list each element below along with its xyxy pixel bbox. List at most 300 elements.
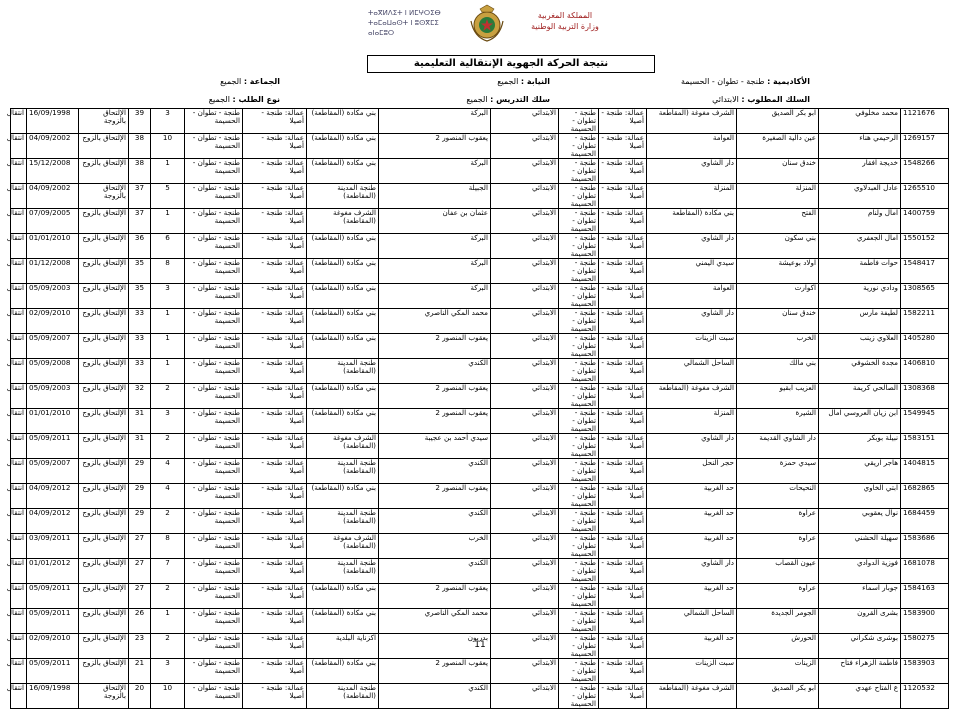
cell-origin-academy: طنجة - تطوان - الحسيمة — [559, 234, 599, 259]
tifinagh-line: ⵜⴰⵎⴰⵡⴰⵙⵜ ⵏ ⵓⵙⴳⵎⵉ — [368, 19, 439, 27]
cell-name: امال الجعفري — [819, 234, 901, 259]
cell-new-academy: طنجة - تطوان - الحسيمة — [185, 234, 243, 259]
cell-id: 1583903 — [901, 659, 949, 684]
cell-order: 1 — [151, 209, 185, 234]
cell-date: 05/09/2011 — [27, 584, 79, 609]
cell-origin-academy: طنجة - تطوان - الحسيمة — [559, 109, 599, 134]
cell-name: حوات فاطمة — [819, 259, 901, 284]
cell-score: 36 — [129, 234, 151, 259]
cell-date: 04/09/2012 — [27, 484, 79, 509]
cell-origin-school: الزينات — [737, 659, 819, 684]
table-row — [11, 584, 949, 609]
cell-score: 23 — [129, 634, 151, 659]
cell-origin-school: عراوة — [737, 509, 819, 534]
cell-origin-province: عمالة: طنجة - أصيلا — [599, 109, 647, 134]
cell-origin-province: عمالة: طنجة - أصيلا — [599, 284, 647, 309]
academy-value: طنجة - تطوان - الحسيمة — [681, 77, 765, 86]
table-row — [11, 559, 949, 584]
cell-new-academy: طنجة - تطوان - الحسيمة — [185, 259, 243, 284]
cell-score: 27 — [129, 559, 151, 584]
cell-origin-academy: طنجة - تطوان - الحسيمة — [559, 534, 599, 559]
cell-origin-commune: دار الشاوي — [647, 234, 737, 259]
table-row — [11, 409, 949, 434]
cell-new-school: يعقوب المنصور 2 — [379, 484, 491, 509]
cell-id: 1120532 — [901, 684, 949, 709]
cell-score: 26 — [129, 609, 151, 634]
table-row — [11, 284, 949, 309]
cell-new-commune: بني مكادة (المقاطعة) — [307, 409, 379, 434]
cell-new-province: عمالة: طنجة - أصيلا — [243, 209, 307, 234]
cell-new-academy: طنجة - تطوان - الحسيمة — [185, 359, 243, 384]
cell-type: انتقال — [11, 434, 27, 459]
cell-id: 1681078 — [901, 559, 949, 584]
cell-origin-academy: طنجة - تطوان - الحسيمة — [559, 484, 599, 509]
cell-reason: الإلتحاق بالزوج — [79, 234, 129, 259]
cell-cycle: الابتدائي — [491, 384, 559, 409]
cell-date: 15/12/2008 — [27, 159, 79, 184]
cell-origin-commune: العوامة — [647, 284, 737, 309]
province-label: النيابة : — [520, 77, 550, 86]
cell-name: لطيفة مارس — [819, 309, 901, 334]
cell-origin-school: عراوة — [737, 534, 819, 559]
cell-name: خديجة افقار — [819, 159, 901, 184]
cell-new-province: عمالة: طنجة - أصيلا — [243, 609, 307, 634]
cell-id: 1684459 — [901, 509, 949, 534]
cell-new-province: عمالة: طنجة - أصيلا — [243, 534, 307, 559]
cell-order: 3 — [151, 659, 185, 684]
table-row — [11, 159, 949, 184]
cell-new-academy: طنجة - تطوان - الحسيمة — [185, 659, 243, 684]
cell-new-school: محمد المكي الناصري — [379, 609, 491, 634]
cell-origin-province: عمالة: طنجة - أصيلا — [599, 259, 647, 284]
cell-new-province: عمالة: طنجة - أصيلا — [243, 234, 307, 259]
cell-origin-commune: دار الشاوي — [647, 434, 737, 459]
table-row — [11, 334, 949, 359]
cell-new-province: عمالة: طنجة - أصيلا — [243, 659, 307, 684]
cell-origin-commune: سيدي اليمني — [647, 259, 737, 284]
cell-score: 39 — [129, 109, 151, 134]
cell-new-school: يعقوب المنصور 2 — [379, 409, 491, 434]
cell-origin-commune: العوامة — [647, 134, 737, 159]
cell-date: 02/09/2010 — [27, 634, 79, 659]
cell-order: 1 — [151, 309, 185, 334]
cell-date: 04/09/2012 — [27, 509, 79, 534]
table-row — [11, 184, 949, 209]
cell-new-school: يعقوب المنصور 2 — [379, 384, 491, 409]
cell-name: ودادي نورية — [819, 284, 901, 309]
cell-name: فاطمة الزهراء فتاح — [819, 659, 901, 684]
cell-origin-commune: بني مكادة (المقاطعة — [647, 209, 737, 234]
cell-date: 05/09/2011 — [27, 609, 79, 634]
cell-cycle: الابتدائي — [491, 284, 559, 309]
cell-new-school: يعقوب المنصور 2 — [379, 584, 491, 609]
results-table-body — [6, 108, 949, 709]
cell-new-province: عمالة: طنجة - أصيلا — [243, 384, 307, 409]
cell-new-school: الكندي — [379, 559, 491, 584]
cell-reason: الإلتحاق بالزوج — [79, 659, 129, 684]
cell-reason: الإلتحاق بالزوج — [79, 209, 129, 234]
cell-origin-province: عمالة: طنجة - أصيلا — [599, 534, 647, 559]
cell-type: انتقال — [11, 484, 27, 509]
cell-origin-academy: طنجة - تطوان - الحسيمة — [559, 609, 599, 634]
cell-cycle: الابتدائي — [491, 434, 559, 459]
cell-new-academy: طنجة - تطوان - الحسيمة — [185, 309, 243, 334]
cell-origin-school: بني مالك — [737, 359, 819, 384]
academy-label: الأكاديمية : — [767, 77, 810, 86]
cell-type: انتقال — [11, 159, 27, 184]
table-row — [11, 659, 949, 684]
cell-type: انتقال — [11, 459, 27, 484]
cell-reason: الإلتحاق بالزوج — [79, 584, 129, 609]
cell-origin-school: دار الشاوي القديمة — [737, 434, 819, 459]
cell-name: امال ولنام — [819, 209, 901, 234]
cell-order: 6 — [151, 234, 185, 259]
table-row — [11, 234, 949, 259]
province-info — [497, 77, 550, 87]
cell-new-province: عمالة: طنجة - أصيلا — [243, 509, 307, 534]
cell-new-commune: بني مكادة (المقاطعة) — [307, 334, 379, 359]
cell-type: انتقال — [11, 584, 27, 609]
cell-type: انتقال — [11, 359, 27, 384]
cell-new-school: الجبيلة — [379, 184, 491, 209]
cell-score: 33 — [129, 359, 151, 384]
teaching-info — [466, 95, 550, 105]
tifinagh-line: ⵜⴰⴳⵍⴷⵉⵜ ⵏ ⵍⵎⵖⵔⵉⴱ — [368, 9, 441, 17]
cell-score: 32 — [129, 384, 151, 409]
cell-new-commune: بني مكادة (المقاطعة) — [307, 609, 379, 634]
cell-new-commune: بني مكادة (المقاطعة) — [307, 659, 379, 684]
cell-origin-academy: طنجة - تطوان - الحسيمة — [559, 559, 599, 584]
cell-origin-school: الحورش — [737, 634, 819, 659]
cell-reason: الإلتحاق بالزوج — [79, 409, 129, 434]
cycle-label: السلك المطلوب : — [741, 95, 810, 104]
cell-origin-commune: الساحل الشمالي — [647, 609, 737, 634]
cell-type: انتقال — [11, 259, 27, 284]
cell-score: 27 — [129, 534, 151, 559]
cell-origin-commune: سبت الزينات — [647, 659, 737, 684]
cell-origin-commune: الساحل الشمالي — [647, 359, 737, 384]
province-value: الجميع — [497, 77, 519, 86]
cell-new-commune: الشرف مغوغة (المقاطعة) — [307, 209, 379, 234]
arabic-header-line: المملكة المغربية — [537, 11, 593, 20]
cell-origin-commune: حد الغربية — [647, 634, 737, 659]
cell-new-province: عمالة: طنجة - أصيلا — [243, 134, 307, 159]
tifinagh-header — [368, 8, 463, 38]
cell-origin-province: عمالة: طنجة - أصيلا — [599, 459, 647, 484]
table-row — [11, 484, 949, 509]
table-row — [11, 384, 949, 409]
cell-reason: الإلتحاق بالزوجة — [79, 684, 129, 709]
cell-origin-academy: طنجة - تطوان - الحسيمة — [559, 209, 599, 234]
table-row — [11, 434, 949, 459]
cell-cycle: الابتدائي — [491, 159, 559, 184]
cell-origin-academy: طنجة - تطوان - الحسيمة — [559, 334, 599, 359]
cell-new-school: الكندي — [379, 459, 491, 484]
teaching-value: الجميع — [466, 95, 488, 104]
cell-origin-academy: طنجة - تطوان - الحسيمة — [559, 259, 599, 284]
cell-origin-commune: حد الغربية — [647, 509, 737, 534]
tifinagh-line: ⴰⵏⴰⵎⵓⵔ — [368, 29, 395, 37]
cell-order: 1 — [151, 334, 185, 359]
cell-id: 1121676 — [901, 109, 949, 134]
cell-name: ابن زيان العروسي امال — [819, 409, 901, 434]
cell-type: انتقال — [11, 659, 27, 684]
request-type-label: نوع الطلب : — [232, 95, 280, 104]
cell-cycle: الابتدائي — [491, 484, 559, 509]
table-row — [11, 309, 949, 334]
cell-origin-commune: حد الغربية — [647, 584, 737, 609]
cell-new-school: البركة — [379, 259, 491, 284]
cell-origin-province: عمالة: طنجة - أصيلا — [599, 584, 647, 609]
cell-origin-academy: طنجة - تطوان - الحسيمة — [559, 584, 599, 609]
cell-origin-commune: المنزلة — [647, 184, 737, 209]
cell-new-province: عمالة: طنجة - أصيلا — [243, 334, 307, 359]
cell-origin-province: عمالة: طنجة - أصيلا — [599, 659, 647, 684]
cell-new-province: عمالة: طنجة - أصيلا — [243, 259, 307, 284]
cell-origin-academy: طنجة - تطوان - الحسيمة — [559, 134, 599, 159]
cell-date: 04/09/2002 — [27, 134, 79, 159]
cell-order: 2 — [151, 384, 185, 409]
table-row — [11, 534, 949, 559]
cell-id: 1584163 — [901, 584, 949, 609]
cell-score: 29 — [129, 484, 151, 509]
table-row — [11, 509, 949, 534]
cell-new-commune: بني مكادة (المقاطعة) — [307, 484, 379, 509]
cell-cycle: الابتدائي — [491, 234, 559, 259]
cell-cycle: الابتدائي — [491, 259, 559, 284]
cell-score: 31 — [129, 434, 151, 459]
cell-reason: الإلتحاق بالزوج — [79, 384, 129, 409]
cell-new-commune: بني مكادة (المقاطعة) — [307, 234, 379, 259]
cell-id: 1548417 — [901, 259, 949, 284]
cell-order: 8 — [151, 259, 185, 284]
cell-reason: الإلتحاق بالزوج — [79, 484, 129, 509]
cell-new-academy: طنجة - تطوان - الحسيمة — [185, 559, 243, 584]
cell-name: الرحيمي هناء — [819, 134, 901, 159]
cell-new-academy: طنجة - تطوان - الحسيمة — [185, 334, 243, 359]
cell-order: 7 — [151, 559, 185, 584]
cell-type: انتقال — [11, 384, 27, 409]
cell-origin-academy: طنجة - تطوان - الحسيمة — [559, 684, 599, 709]
table-row — [11, 209, 949, 234]
cell-score: 37 — [129, 209, 151, 234]
cell-origin-commune: دار الشاوي — [647, 309, 737, 334]
cell-id: 1405280 — [901, 334, 949, 359]
cell-reason: الإلتحاق بالزوج — [79, 334, 129, 359]
cell-origin-school: الفتح — [737, 209, 819, 234]
cell-id: 1404815 — [901, 459, 949, 484]
cell-origin-school: المنزلة — [737, 184, 819, 209]
cell-new-commune: طنجة المدينة (المقاطعة) — [307, 459, 379, 484]
commune-label: الجماعة : — [243, 77, 280, 86]
cell-name: نوال يعقوبي — [819, 509, 901, 534]
cell-cycle: الابتدائي — [491, 359, 559, 384]
results-table — [6, 108, 949, 709]
cell-origin-school: عراوة — [737, 584, 819, 609]
document-title: نتيجة الحركة الجهوية الإنتقالية التعليمية — [367, 55, 655, 73]
cell-name: هاجر اريقي — [819, 459, 901, 484]
cell-type: انتقال — [11, 409, 27, 434]
cell-score: 38 — [129, 159, 151, 184]
cell-origin-academy: طنجة - تطوان - الحسيمة — [559, 659, 599, 684]
cell-score: 38 — [129, 134, 151, 159]
cell-origin-province: عمالة: طنجة - أصيلا — [599, 209, 647, 234]
cell-date: 01/12/2008 — [27, 259, 79, 284]
cell-new-province: عمالة: طنجة - أصيلا — [243, 459, 307, 484]
cell-origin-school: الجومر الجديدة — [737, 609, 819, 634]
cell-date: 05/09/2011 — [27, 659, 79, 684]
table-row — [11, 609, 949, 634]
cell-id: 1582211 — [901, 309, 949, 334]
cell-order: 3 — [151, 284, 185, 309]
cell-cycle: الابتدائي — [491, 609, 559, 634]
cell-new-commune: طنجة المدينة (المقاطعة) — [307, 509, 379, 534]
cell-order: 5 — [151, 184, 185, 209]
cell-new-province: عمالة: طنجة - أصيلا — [243, 409, 307, 434]
cell-name: ابتي الخاوي — [819, 484, 901, 509]
cell-new-commune: بني مكادة (المقاطعة) — [307, 109, 379, 134]
cell-origin-academy: طنجة - تطوان - الحسيمة — [559, 434, 599, 459]
cell-score: 35 — [129, 284, 151, 309]
cell-new-commune: الشرف مغوغة (المقاطعة) — [307, 534, 379, 559]
cell-origin-commune: دار الشاوي — [647, 559, 737, 584]
cell-new-commune: بني مكادة (المقاطعة) — [307, 584, 379, 609]
cell-name: عادل العبدلاوي — [819, 184, 901, 209]
cell-new-academy: طنجة - تطوان - الحسيمة — [185, 484, 243, 509]
cell-new-school: الكندي — [379, 359, 491, 384]
cell-new-school: البركة — [379, 284, 491, 309]
cell-origin-school: العزيب ابقيو — [737, 384, 819, 409]
cell-new-province: عمالة: طنجة - أصيلا — [243, 309, 307, 334]
cell-score: 33 — [129, 309, 151, 334]
cell-origin-province: عمالة: طنجة - أصيلا — [599, 559, 647, 584]
cell-order: 8 — [151, 534, 185, 559]
cell-name: بشرى القرون — [819, 609, 901, 634]
cell-origin-province: عمالة: طنجة - أصيلا — [599, 434, 647, 459]
table-row — [11, 134, 949, 159]
cell-order: 4 — [151, 484, 185, 509]
cell-type: انتقال — [11, 634, 27, 659]
cell-order: 2 — [151, 434, 185, 459]
cell-id: 1580275 — [901, 634, 949, 659]
cell-order: 2 — [151, 634, 185, 659]
cell-new-province: عمالة: طنجة - أصيلا — [243, 634, 307, 659]
cell-score: 29 — [129, 459, 151, 484]
cell-id: 1550152 — [901, 234, 949, 259]
cell-reason: الإلتحاق بالزوج — [79, 159, 129, 184]
cell-reason: الإلتحاق بالزوج — [79, 534, 129, 559]
cell-cycle: الابتدائي — [491, 509, 559, 534]
cell-cycle: الابتدائي — [491, 634, 559, 659]
cell-cycle: الابتدائي — [491, 459, 559, 484]
cell-origin-academy: طنجة - تطوان - الحسيمة — [559, 309, 599, 334]
cell-name: محمد مخلوفي — [819, 109, 901, 134]
cell-name: الصالحي كريمة — [819, 384, 901, 409]
cell-id: 1269157 — [901, 134, 949, 159]
cell-origin-commune: المنزلة — [647, 409, 737, 434]
arabic-header-line: وزارة التربية الوطنية — [531, 22, 599, 31]
cell-origin-commune: حد الغربية — [647, 534, 737, 559]
cell-cycle: الابتدائي — [491, 209, 559, 234]
cell-cycle: الابتدائي — [491, 184, 559, 209]
cell-order: 4 — [151, 459, 185, 484]
cell-id: 1406810 — [901, 359, 949, 384]
cell-origin-school: ابو بكر الصديق — [737, 109, 819, 134]
cell-name: فوزية الدوادي — [819, 559, 901, 584]
cell-new-academy: طنجة - تطوان - الحسيمة — [185, 509, 243, 534]
cell-date: 01/01/2010 — [27, 409, 79, 434]
table-row — [11, 459, 949, 484]
cell-origin-school: عين دالية الصغيرة — [737, 134, 819, 159]
cell-reason: الإلتحاق بالزوج — [79, 309, 129, 334]
table-row — [11, 259, 949, 284]
cell-origin-province: عمالة: طنجة - أصيلا — [599, 159, 647, 184]
cell-order: 2 — [151, 509, 185, 534]
cell-origin-school: بني سكون — [737, 234, 819, 259]
cell-date: 05/09/2003 — [27, 384, 79, 409]
cell-reason: الإلتحاق بالزوج — [79, 509, 129, 534]
cell-origin-school: خندق سنان — [737, 309, 819, 334]
cell-origin-school: عيون القصاب — [737, 559, 819, 584]
cell-cycle: الابتدائي — [491, 109, 559, 134]
cell-new-commune: الشرف مغوغة (المقاطعة) — [307, 434, 379, 459]
cell-cycle: الابتدائي — [491, 134, 559, 159]
cell-origin-school: خندق سنان — [737, 159, 819, 184]
cell-cycle: الابتدائي — [491, 559, 559, 584]
cell-date: 16/09/1998 — [27, 684, 79, 709]
cell-id: 1548266 — [901, 159, 949, 184]
cell-new-school: البركة — [379, 234, 491, 259]
cell-new-academy: طنجة - تطوان - الحسيمة — [185, 609, 243, 634]
cell-origin-academy: طنجة - تطوان - الحسيمة — [559, 159, 599, 184]
cell-origin-province: عمالة: طنجة - أصيلا — [599, 684, 647, 709]
cell-score: 27 — [129, 584, 151, 609]
cell-origin-school: الشيرة — [737, 409, 819, 434]
cell-origin-province: عمالة: طنجة - أصيلا — [599, 484, 647, 509]
cell-id: 1400759 — [901, 209, 949, 234]
cell-new-school: بدريون — [379, 634, 491, 659]
cell-origin-school: سيدي حمزة — [737, 459, 819, 484]
cell-new-province: عمالة: طنجة - أصيلا — [243, 184, 307, 209]
cell-score: 20 — [129, 684, 151, 709]
cell-new-school: البركة — [379, 109, 491, 134]
table-row — [11, 684, 949, 709]
cell-new-school: البركة — [379, 159, 491, 184]
cell-order: 2 — [151, 584, 185, 609]
cell-id: 1583686 — [901, 534, 949, 559]
cell-id: 1308368 — [901, 384, 949, 409]
cell-cycle: الابتدائي — [491, 334, 559, 359]
cell-id: 1549945 — [901, 409, 949, 434]
cell-origin-academy: طنجة - تطوان - الحسيمة — [559, 409, 599, 434]
cell-origin-school: النحيحات — [737, 484, 819, 509]
cell-date: 05/09/2008 — [27, 359, 79, 384]
cell-date: 16/09/1998 — [27, 109, 79, 134]
cell-new-academy: طنجة - تطوان - الحسيمة — [185, 384, 243, 409]
cell-reason: الإلتحاق بالزوج — [79, 434, 129, 459]
cell-score: 31 — [129, 409, 151, 434]
cell-score: 21 — [129, 659, 151, 684]
cell-name: نبيلة بوبكر — [819, 434, 901, 459]
cell-date: 01/01/2012 — [27, 559, 79, 584]
cell-origin-academy: طنجة - تطوان - الحسيمة — [559, 384, 599, 409]
cell-date: 02/09/2010 — [27, 309, 79, 334]
cell-new-school: عثمان بن عفان — [379, 209, 491, 234]
cell-cycle: الابتدائي — [491, 659, 559, 684]
cell-reason: الإلتحاق بالزوجة — [79, 109, 129, 134]
cell-new-province: عمالة: طنجة - أصيلا — [243, 159, 307, 184]
cell-id: 1682865 — [901, 484, 949, 509]
